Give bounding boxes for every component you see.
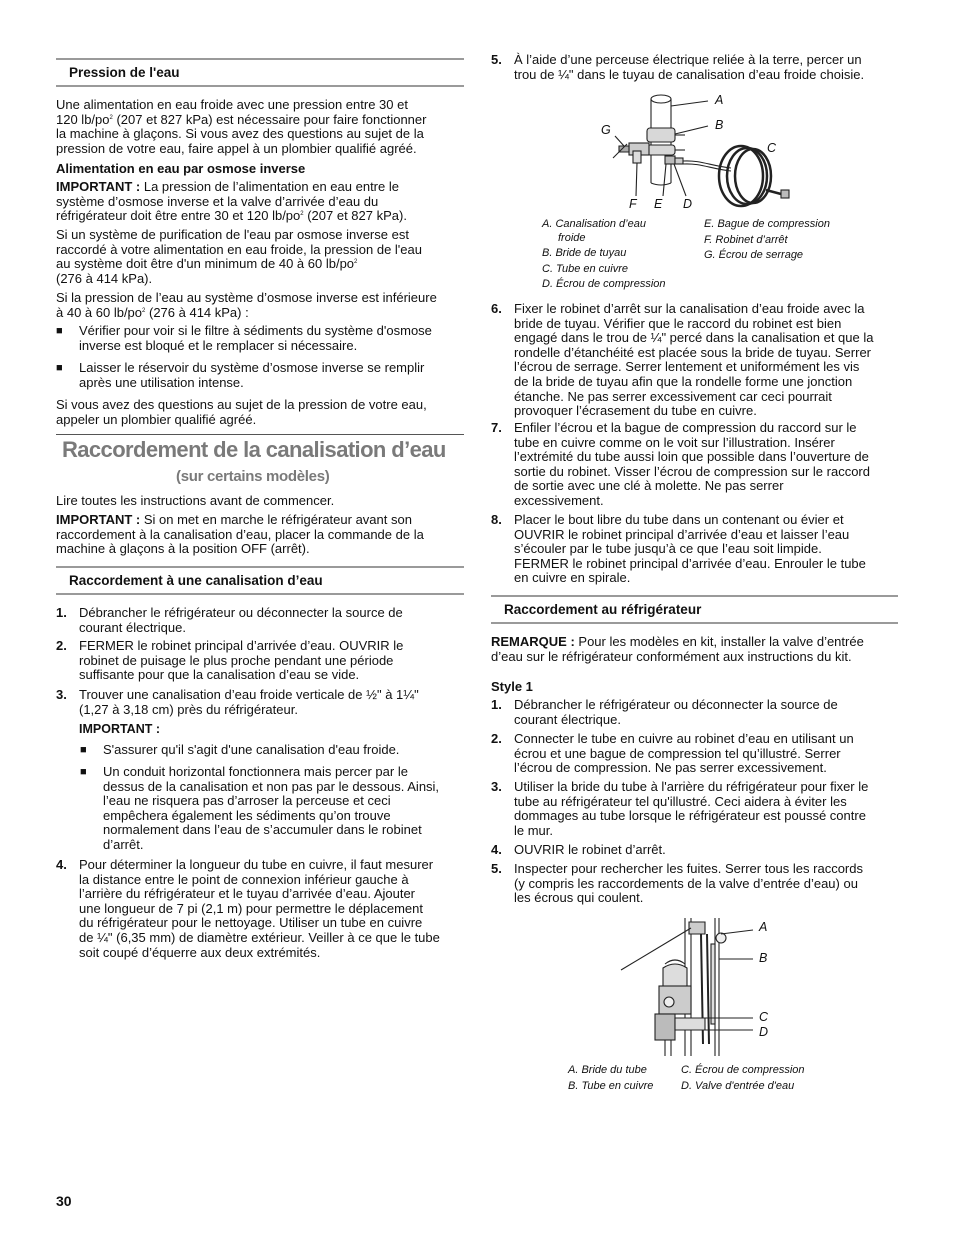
text-line: les écrous qui coulent.	[514, 890, 644, 906]
text-line: l’eau ne risquera pas d’arroser la perceuse et ceci	[103, 793, 391, 809]
text-line: (y compris les raccordements de la valve d’entrée d’eau) ou	[514, 875, 858, 891]
text-line: en cuivre en spirale.	[514, 570, 631, 586]
text-line: écrou et une bague de compression tel qu’illustré. Serrer	[514, 745, 841, 761]
legend-item: C. Écrou de compression	[681, 1064, 805, 1076]
fridge-step-4	[491, 843, 898, 859]
ro-paragraph-3	[56, 291, 464, 320]
text-line: Débrancher le réfrigérateur ou déconnecter la source de	[514, 697, 838, 712]
step-text	[79, 606, 464, 635]
step-text	[514, 862, 898, 906]
text-line: suffisante pour que la canalisation d’eau se vide.	[79, 667, 360, 683]
text-line: système d’osmose inverse et la valve d’arrivée d’eau du	[56, 193, 379, 209]
text-line: une longueur de 7 pi (2,1 m) pour permettre le déplacement	[79, 900, 423, 916]
text-line: de sortie avec une clé à molette. Ne pas serrer	[514, 478, 784, 494]
text-line: Trouver une canalisation d’eau froide verticale de ½" à 1¼"	[79, 687, 419, 702]
text-line: de ¼" (6,35 mm) de diamètre extérieur. Veiller à ce que le tube	[79, 929, 440, 945]
label-G: G	[601, 123, 611, 137]
step-5-drill	[491, 53, 898, 83]
important-label: IMPORTANT :	[56, 512, 141, 527]
superscript: 2	[142, 307, 146, 314]
label-A: A	[715, 93, 724, 107]
text-line: empêchera également les sédiments qu’on trouve	[103, 807, 391, 823]
water-pressure-paragraph	[56, 98, 464, 156]
label-E: E	[654, 197, 663, 211]
step3-bullet-1	[80, 743, 464, 759]
step-number: 5.	[491, 861, 502, 876]
step-text	[514, 698, 898, 727]
label-A: A	[759, 920, 768, 934]
text-line: Si un système de purification de l'eau par osmose inverse est	[56, 227, 409, 242]
text-line: (1,27 à 3,18 cm) près du réfrigérateur.	[79, 701, 298, 717]
step3-bullet-2	[80, 765, 464, 855]
text-fragment: Si on met en marche le réfrigérateur avant son	[140, 512, 412, 527]
text-line	[56, 306, 464, 321]
legend-item: G. Écrou de serrage	[704, 249, 804, 261]
text-line: dessus de la canalisation et non pas par le dessous. Ainsi,	[103, 778, 440, 794]
step-number: 7.	[491, 420, 502, 435]
text-line: du réfrigérateur pour le nettoyage. Utiliser un tube en cuivre	[79, 915, 423, 931]
text-line: l’extrémité du tube aussi loin que possible dans l’ouverture de	[514, 449, 869, 465]
step-number: 3.	[491, 779, 502, 794]
text-fragment: (207 et 827 kPa).	[303, 208, 407, 224]
water-inlet-figure	[619, 914, 779, 1060]
bullet-square-icon: ■	[56, 362, 63, 374]
step-number: 2.	[491, 731, 502, 746]
step-number: 5.	[491, 52, 502, 67]
text-line: Débrancher le réfrigérateur ou déconnecter la source de	[79, 605, 403, 620]
bullet-square-icon: ■	[56, 325, 63, 337]
step-3	[56, 688, 464, 718]
step-text	[514, 302, 898, 419]
step-4	[56, 858, 464, 962]
text-line: tube au réfrigérateur tel qu'illustré. Ceci aidera à éviter les	[514, 793, 847, 809]
unit-text: 120 lb/po	[56, 111, 110, 127]
text-line: bride de tuyau. Vérifier que le raccord du robinet est bien	[514, 315, 842, 331]
text-line: Si vous avez des questions au sujet de la pression de votre eau,	[56, 397, 427, 412]
text-fragment: au système doit être d'un minimum de 40 à 60 lb/po	[56, 256, 355, 272]
step-number: 2.	[56, 638, 67, 653]
figure2-legend-left	[568, 1063, 653, 1094]
text-line: provoquer l’écrasement du tube en cuivre.	[514, 403, 757, 419]
label-B: B	[715, 118, 724, 132]
fridge-step-2	[491, 732, 898, 777]
text-line: Connecter le tube en cuivre au robinet d’eau en utilisant un	[514, 731, 854, 746]
step-text	[514, 732, 898, 776]
text-line	[56, 180, 464, 195]
step-number: 1.	[491, 697, 502, 712]
label-D: D	[759, 1025, 769, 1039]
connection-important	[56, 513, 464, 557]
step-number: 3.	[56, 687, 67, 702]
step-text	[79, 858, 464, 960]
bullet-text	[103, 765, 464, 853]
text-line: courant électrique.	[514, 711, 621, 727]
text-line: Placer le bout libre du tube dans un contenant ou évier et	[514, 512, 844, 527]
section-divider	[56, 434, 464, 435]
ro-paragraph-2	[56, 228, 464, 286]
text-fragment: à 40 à 60 lb/po	[56, 304, 143, 320]
text-line: Laisser le réservoir du système d’osmose inverse se remplir	[79, 360, 425, 375]
text-line: Une alimentation en eau froide avec une pression entre 30 et	[56, 97, 408, 112]
text-line: Enfiler l’écrou et la bague de compression du raccord sur le	[514, 420, 857, 435]
text-line: après une utilisation intense.	[79, 374, 244, 390]
water-inlet-illustration	[619, 914, 779, 1060]
closing-paragraph	[56, 398, 464, 427]
step3-important-label: IMPORTANT :	[79, 722, 161, 736]
legend-item: D. Écrou de compression	[542, 278, 666, 290]
step-number: 4.	[491, 842, 502, 857]
bullet-text	[103, 743, 464, 758]
step-number: 8.	[491, 512, 502, 527]
step-6	[491, 302, 898, 420]
text-line: FERMER le robinet principal d’arrivée d’eau. Enrouler le tube	[514, 555, 866, 571]
text-line: OUVRIR le robinet d’arrêt.	[514, 842, 666, 857]
text-line	[56, 209, 464, 224]
text-line: Fixer le robinet d’arrêt sur la canalisation d’eau froide avec la	[514, 301, 865, 316]
text-line: tube en cuivre comme on le voit sur l’illustration. Insérer	[514, 434, 835, 450]
bullet-square-icon: ■	[80, 766, 87, 778]
legend-item: D. Valve d'entrée d'eau	[681, 1079, 795, 1092]
text-line: trou de ¼" dans le tuyau de canalisation d’eau froide choisie.	[514, 66, 865, 82]
text-line: inverse est bloqué et le remplacer si nécessaire.	[79, 337, 358, 353]
text-line	[56, 513, 464, 528]
step-2	[56, 639, 464, 684]
step-text	[514, 513, 898, 586]
connection-subtitle: (sur certains modèles)	[176, 468, 330, 485]
important-label: IMPORTANT :	[56, 179, 141, 194]
note-label: REMARQUE :	[491, 634, 575, 649]
text-line: engagé dans le trou de ¼" percé dans la canalisation et que la	[514, 330, 874, 346]
superscript: 2	[300, 211, 304, 218]
style-1-heading: Style 1	[491, 679, 533, 694]
text-line: Utiliser la bride du tube à l'arrière du réfrigérateur pour fixer le	[514, 779, 869, 794]
water-line-heading: Raccordement à une canalisation d’eau	[56, 566, 464, 595]
text-fragment: Pour les modèles en kit, installer la valve d’entrée	[574, 634, 864, 649]
step-7	[491, 421, 898, 511]
bullet-text	[79, 361, 464, 390]
label-C: C	[767, 141, 777, 155]
text-line: rondelle d’étanchéité est placée sous la bride de tuyau. Serrer	[514, 344, 871, 360]
step-text	[514, 53, 898, 82]
text-line: l’arrière du réfrigérateur et le tuyau d’arrivée d’eau. Ajouter	[79, 886, 416, 902]
ro-paragraph-1	[56, 180, 464, 224]
superscript: 2	[354, 259, 358, 266]
text-line: de la bride de tuyau afin que la rondelle forme une jonction	[514, 373, 853, 389]
text-line: soit coupé d’équerre aux deux extrémités.	[79, 944, 321, 960]
bullet-item	[56, 324, 464, 354]
legend-item: froide	[558, 231, 586, 244]
figure1-legend-right	[704, 217, 830, 264]
text-fragment: réfrigérateur doit être entre 30 et 120 lb/po	[56, 208, 301, 224]
text-line: sortie du robinet. Visser l’écrou de compression sur le raccord	[514, 463, 870, 479]
legend-item: A. Canalisation d’eau	[542, 218, 646, 230]
legend-item: E. Bague de compression	[704, 218, 830, 230]
legend-item: B. Bride de tuyau	[542, 247, 627, 259]
text-line: étanche. Ne pas serrer excessivement car ceci pourrait	[514, 388, 832, 404]
text-line: Inspecter pour rechercher les fuites. Serrer tous les raccords	[514, 861, 863, 876]
text-line: le mur.	[514, 822, 554, 838]
fridge-step-1	[491, 698, 898, 728]
text-line: Un conduit horizontal fonctionnera mais percer par le	[103, 764, 408, 779]
step-text	[514, 421, 898, 509]
ro-heading: Alimentation en eau par osmose inverse	[56, 161, 306, 176]
text-fragment: (207 et 827 kPa) est nécessaire pour faire fonctionner	[112, 111, 427, 127]
page-number: 30	[56, 1193, 72, 1209]
text-line: S'assurer qu'il s'agit d'une canalisation d'eau froide.	[103, 742, 400, 757]
legend-item: C. Tube en cuivre	[542, 262, 629, 275]
fridge-step-3	[491, 780, 898, 840]
step-number: 6.	[491, 301, 502, 316]
shutoff-valve-figure	[591, 88, 811, 210]
step-text	[79, 688, 464, 717]
step-number: 1.	[56, 605, 67, 620]
text-line: Pour déterminer la longueur du tube en cuivre, il faut mesurer	[79, 857, 434, 872]
step-8	[491, 513, 898, 588]
connection-title: Raccordement de la canalisation d’eau	[62, 437, 446, 462]
label-C: C	[759, 1010, 769, 1024]
shutoff-valve-illustration	[591, 88, 811, 210]
text-line: s’écouler par le tube jusqu’à ce que l’eau soit limpide.	[514, 541, 822, 557]
text-line: la machine à glaçons. Si vous avez des questions au sujet de la	[56, 126, 424, 142]
text-line: appeler un plombier qualifié agréé.	[56, 411, 257, 427]
text-line: À l’aide d’une perceuse électrique reliée à la terre, percer un	[514, 52, 862, 67]
fridge-note	[491, 635, 898, 664]
text-line: Vérifier pour voir si le filtre à sédiments du système d'osmose	[79, 323, 432, 338]
text-line: dommages au tube lorsque le réfrigérateur est poussé contre	[514, 808, 866, 824]
text-fragment: La pression de l’alimentation en eau entre le	[140, 179, 399, 194]
bullet-item	[56, 361, 464, 391]
text-line: (276 à 414 kPa).	[56, 270, 153, 286]
text-line: l’écrou de serrage. Serrer lentement et uniformément les vis	[514, 359, 860, 375]
text-line: raccordé à votre alimentation en eau froide, la pression de l'eau	[56, 241, 422, 257]
fridge-connection-heading: Raccordement au réfrigérateur	[491, 595, 898, 624]
text-line: la distance entre le point de connexion inférieur gauche à	[79, 871, 409, 887]
step-1	[56, 606, 464, 636]
step-text	[79, 639, 464, 683]
text-fragment: (276 à 414 kPa) :	[145, 304, 249, 320]
bullet-text	[79, 324, 464, 353]
legend-item: F. Robinet d’arrêt	[704, 233, 788, 246]
text-line	[491, 635, 898, 650]
text-line: machine à glaçons à la position OFF (arrêt).	[56, 541, 310, 557]
text-line: courant électrique.	[79, 619, 186, 635]
label-D: D	[683, 197, 693, 211]
text-line: normalement dans l’eau de s’accumuler dans le robinet	[103, 822, 422, 838]
fridge-step-5	[491, 862, 898, 907]
step-number: 4.	[56, 857, 67, 872]
text-line: d’eau sur le réfrigérateur conformément aux instructions du kit.	[491, 648, 852, 664]
text-line: l’écrou de compression. Ne pas serrer excessivement.	[514, 760, 827, 776]
step-text	[514, 843, 898, 858]
text-line: robinet de puisage le plus proche pendant une période	[79, 652, 394, 668]
text-line: d’arrêt.	[103, 836, 144, 852]
text-line: Si la pression de l’eau au système d’osmose inverse est inférieure	[56, 290, 437, 305]
text-line: excessivement.	[514, 492, 604, 508]
water-pressure-heading: Pression de l'eau	[56, 58, 464, 87]
text-line: raccordement à la canalisation d’eau, placer la commande de la	[56, 526, 424, 542]
step-text	[514, 780, 898, 838]
superscript: 2	[109, 114, 113, 121]
figure2-legend-right	[681, 1063, 805, 1094]
text-line: FERMER le robinet principal d’arrivée d’eau. OUVRIR le	[79, 638, 404, 653]
text-line	[56, 113, 464, 128]
bullet-square-icon: ■	[80, 744, 87, 756]
label-F: F	[629, 197, 637, 211]
legend-item: A. Bride du tube	[568, 1064, 647, 1076]
figure1-legend-left	[542, 217, 666, 293]
legend-item: B. Tube en cuivre	[568, 1079, 654, 1092]
text-line	[56, 257, 464, 272]
connection-intro: Lire toutes les instructions avant de commencer.	[56, 493, 335, 508]
label-B: B	[759, 951, 768, 965]
text-line: pression de votre eau, faire appel à un plombier qualifié agréé.	[56, 140, 417, 156]
text-line: OUVRIR le robinet principal d’arrivée d’eau et laisser l’eau	[514, 526, 850, 542]
